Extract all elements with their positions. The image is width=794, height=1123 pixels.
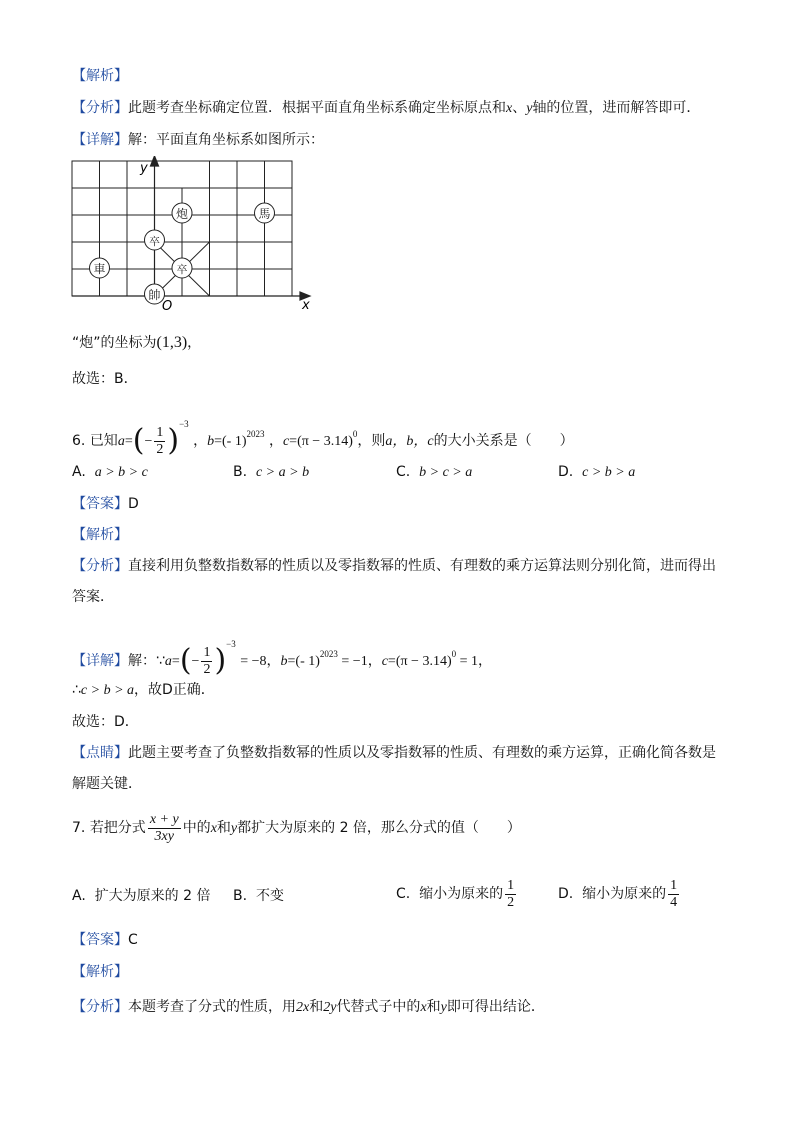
jiexi-heading: 【解析】 [72, 68, 128, 84]
q6-dianjing-line1: 【点睛】此题主要考查了负整数指数幂的性质以及零指数幂的性质、有理数的乘方运算，正确化简各数是 [72, 745, 716, 761]
svg-text:卒: 卒 [176, 263, 188, 276]
q5-result: “炮”的坐标为(1,3)， [72, 334, 202, 351]
fraction-half-detail: $\frac{1}{2}$ [203, 644, 211, 677]
q7-option-b[interactable]: B. 不变 [233, 888, 284, 904]
piece-che [90, 258, 110, 278]
origin-label: O [162, 299, 173, 314]
q7-jiexi-heading: 【解析】 [72, 964, 128, 980]
svg-text:車: 車 [93, 262, 106, 276]
x-axis-label: x [302, 298, 310, 313]
piece-shuai [145, 284, 165, 304]
q5-analysis: 【分析】此题考查坐标确定位置．根据平面直角坐标系确定坐标原点和x、y轴的位置，进而解答即可． [72, 100, 701, 116]
q6-choice: 故选：D． [72, 714, 139, 730]
q6-option-a[interactable]: A. a > b > c [72, 464, 148, 480]
q6-option-b[interactable]: B. c > a > b [233, 464, 310, 480]
question-number: 7. [72, 820, 86, 836]
q7-option-d[interactable]: D. 缩小为原来的 $\frac{1}{4}$ [558, 877, 678, 910]
q7-analysis: 【分析】本题考查了分式的性质，用2x和2y代替式子中的x和y即可得出结论． [72, 999, 545, 1015]
analysis-label: 【分析】 [72, 100, 128, 116]
q5-choice: 故选：B． [72, 371, 138, 387]
q7-answer: 【答案】C [72, 932, 138, 948]
q6-detail: 【详解】解：∵a=(− $\frac{1}{2}$ )$^{-3}$ = −8，b=(- 1)$^{2023}$ = −1，$c=(\pi - 3.14)^0 = 1$， [72, 639, 493, 678]
piece-pao [172, 203, 192, 223]
detail-label: 【详解】 [72, 132, 128, 148]
q6-answer: 【答案】D [72, 496, 139, 512]
svg-text:炮: 炮 [175, 207, 189, 221]
svg-text:帥: 帥 [148, 288, 161, 302]
q6-analysis-line2: 答案． [72, 589, 114, 605]
y-axis-label: y [140, 161, 148, 176]
fraction-half: $\frac{1}{2}$ [156, 424, 164, 457]
q7-option-a[interactable]: A. 扩大为原来的 2 倍 [72, 888, 211, 904]
q6-option-c[interactable]: C. b > c > a [396, 464, 473, 480]
q6-analysis-line1: 【分析】直接利用负整数指数幂的性质以及零指数幂的性质、有理数的乘方运算法则分别化简，进而得出 [72, 558, 716, 574]
q5-detail: 【详解】解：平面直角坐标系如图所示： [72, 132, 324, 148]
question-number: 6. [72, 433, 86, 449]
q6-jiexi-heading: 【解析】 [72, 527, 128, 543]
fraction-xy: $\frac{x + y}{3xy}$ [149, 811, 179, 844]
svg-text:馬: 馬 [258, 207, 271, 221]
q7-stem: 7. 若把分式 $\frac{x + y}{3xy}$ 中的x和y都扩大为原来的 2 倍，那么分式的值（ ） [72, 811, 521, 844]
piece-ma [255, 203, 275, 223]
q7-option-c[interactable]: C. 缩小为原来的 $\frac{1}{2}$ [396, 877, 515, 910]
piece-zu-upper [145, 230, 165, 250]
q6-conclusion: ∴c > b > a，故D正确． [72, 682, 215, 698]
piece-zu-lower [172, 258, 192, 278]
q6-stem: 6. 已知a=(− $\frac{1}{2}$ )$^{-3}$ ，b=(- 1)$^{2023}$ ，$c=(\pi - 3.14)^0$，则a，b，c的大小关系是（ ） [72, 419, 574, 458]
q6-dianjing-line2: 解题关键． [72, 776, 142, 792]
svg-text:卒: 卒 [149, 235, 160, 248]
q6-option-d[interactable]: D. c > b > a [558, 464, 636, 480]
chess-coordinate-figure [66, 156, 326, 316]
